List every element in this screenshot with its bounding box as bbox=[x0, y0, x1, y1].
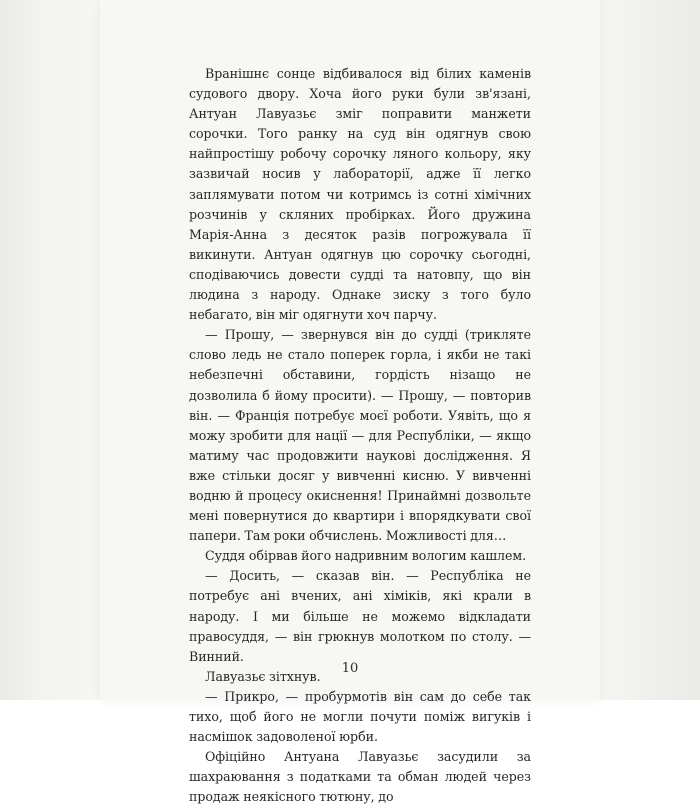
paragraph: Вранішнє сонце відбивалося від білих каменів судового двору. Хоча його руки були зв'язані, Антуан Лавуазьє зміг поправити манжети сорочки. Того ранку на суд він одягнув свою найпростішу робочу сорочку ляного кольору, яку зазвичай носив у лабораторії, адже її легко заплямувати потом чи котримсь із сотні хімічних розчинів у скляних пробірках. Його дружина Марія-Анна з десяток разів погрожувала її викинути. Антуан одягнув цю сорочку сьогодні, сподіваючись довести судді та натовпу, що він людина з народу. Однаке зиску з того було небагато, він міг одягнути хоч парчу. bbox=[189, 66, 531, 323]
page-number: 10 bbox=[341, 661, 359, 676]
paragraph: Офіційно Антуана Лавуазьє засудили за шахраювання з податками та обман людей через продаж неякісного тютюну, до bbox=[189, 749, 531, 805]
paragraph: — Досить, — сказав він. — Республіка не потребує ані вчених, ані хіміків, які крали в народу. І ми більше не можемо відкладати правосуддя, — він грюкнув молотком по столу. — Винний. bbox=[189, 568, 531, 664]
paragraph: Лавуазьє зітхнув. bbox=[205, 668, 321, 684]
body-text bbox=[189, 64, 531, 807]
paragraph: Суддя обірвав його надривним вологим кашлем. bbox=[205, 548, 527, 564]
paragraph: — Прикро, — пробурмотів він сам до себе так тихо, щоб його не могли почути поміж вигуків і насмішок задоволеної юрби. bbox=[189, 688, 531, 745]
paragraph: — Прошу, — звернувся він до судді (трикляте слово ледь не стало поперек горла, і якби не такі небезпечні обставини, гордість нізащо не дозволила б йому просити). — Прошу, — повторив він. — Франція потребує моєї роботи. Уявіть, що я можу зробити для нації — для Республіки, — якщо матиму час продовжити наукові дослідження. Я вже стільки досяг у вивченні кисню. У вивченні водню й процесу окиснення! Принаймні дозвольте мені повернутися до квартири і впорядкувати свої папери. Там роки обчислень. Можливості для… bbox=[189, 327, 531, 544]
